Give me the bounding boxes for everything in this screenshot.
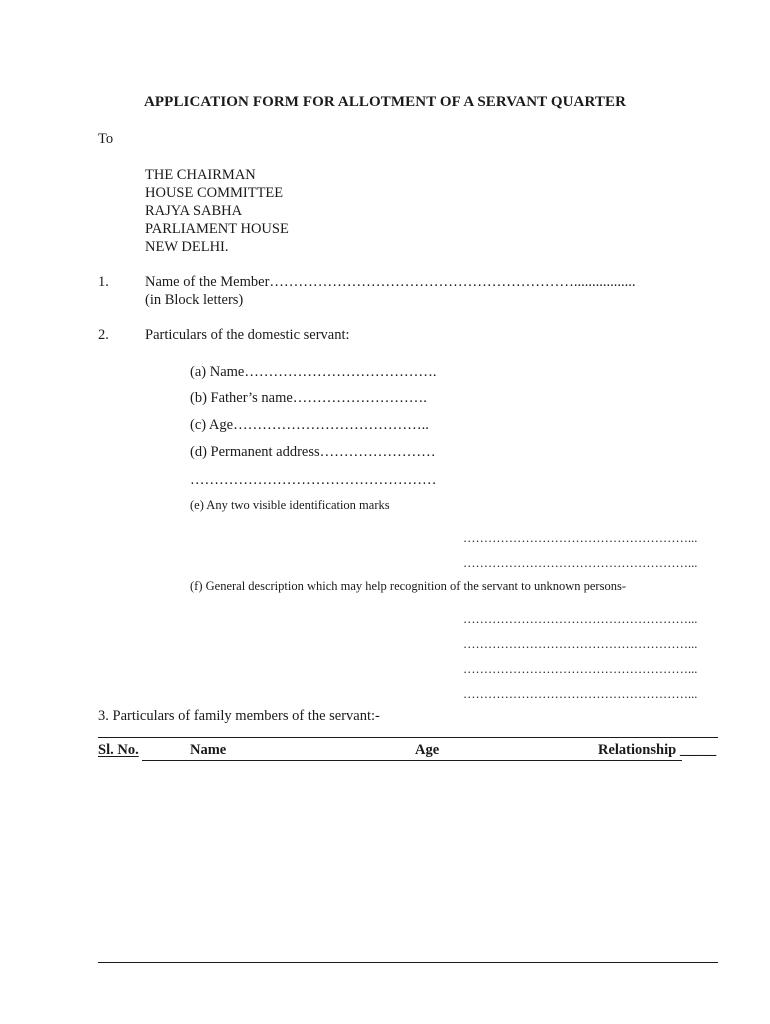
description-line: ………………………………………………... xyxy=(463,637,698,651)
identification-mark-line: ………………………………………………... xyxy=(463,556,698,570)
table-top-rule xyxy=(98,737,718,738)
item-2-number: 2. xyxy=(98,327,109,343)
general-description-label: (f) General description which may help recognition of the servant to unknown persons- xyxy=(190,579,626,593)
column-header-sl-no: Sl. No. xyxy=(98,742,139,758)
table-bottom-rule xyxy=(98,962,718,963)
identification-mark-line: ………………………………………………... xyxy=(463,531,698,545)
relationship-underline: _____ xyxy=(680,742,717,758)
family-particulars-heading: 3. Particulars of family members of the servant:- xyxy=(98,708,380,724)
addressee-line: RAJYA SABHA xyxy=(145,203,243,219)
column-header-age: Age xyxy=(415,742,440,758)
member-name-hint: (in Block letters) xyxy=(145,292,244,308)
description-line: ………………………………………………... xyxy=(463,662,698,676)
form-title: APPLICATION FORM FOR ALLOTMENT OF A SERVANT QUARTER xyxy=(143,94,627,110)
permanent-address-field: (d) Permanent address…………………… xyxy=(190,444,436,460)
to-label: To xyxy=(98,131,114,147)
column-header-relationship: Relationship xyxy=(598,742,677,758)
father-name-field: (b) Father’s name………………………. xyxy=(190,390,427,406)
addressee-line: HOUSE COMMITTEE xyxy=(145,185,284,201)
servant-name-field: (a) Name…………………………………. xyxy=(190,364,437,380)
identification-marks-label: (e) Any two visible identification marks xyxy=(190,498,390,512)
addressee-line: THE CHAIRMAN xyxy=(145,167,256,183)
description-line: ………………………………………………... xyxy=(463,612,698,626)
servant-particulars-heading: Particulars of the domestic servant: xyxy=(145,327,350,343)
table-header-underline xyxy=(142,760,682,761)
age-field: (c) Age………………………………….. xyxy=(190,417,429,433)
addressee-line: PARLIAMENT HOUSE xyxy=(145,221,289,237)
addressee-line: NEW DELHI. xyxy=(145,239,229,255)
item-1-number: 1. xyxy=(98,274,109,290)
column-header-name: Name xyxy=(190,742,227,758)
member-name-field: Name of the Member………………………………………………………................. xyxy=(145,274,636,290)
addressee-block xyxy=(145,166,289,256)
description-line: ………………………………………………... xyxy=(463,687,698,701)
permanent-address-continuation: …………………………………………… xyxy=(190,472,437,488)
